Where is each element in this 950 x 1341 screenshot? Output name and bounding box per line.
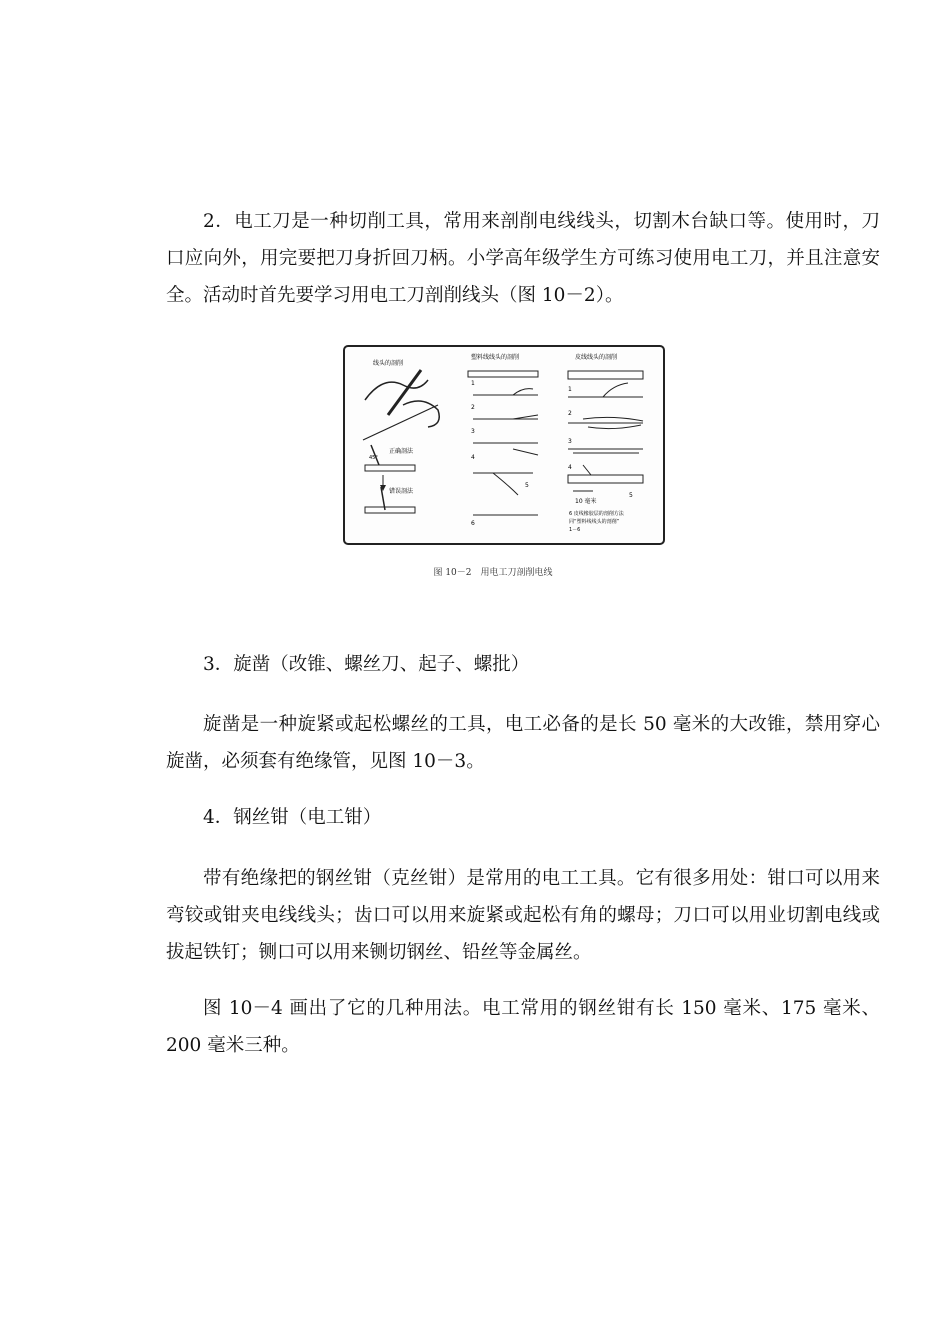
angle-label: 45° — [369, 455, 378, 461]
leather-step-5-label: 5 — [629, 492, 633, 499]
mm-label: 10 毫米 — [575, 498, 597, 505]
step-1-label: 1 — [471, 380, 475, 387]
note-line-3: 1－6 — [569, 527, 581, 533]
paragraph-pliers-uses: 带有绝缘把的钢丝钳（克丝钳）是常用的电工工具。它有很多用处：钳口可以用来弯铰或钳夹电线线头；齿口可以用来旋紧或起松有角的螺母；刀口可以用业切割电线或拔起铁钉；铡口可以用来铡切钢丝、铅丝等金属丝。 — [166, 868, 880, 963]
col3-title: 皮线线头的剖削 — [575, 354, 618, 361]
figure-illustration — [343, 345, 665, 545]
leather-step-2-label: 2 — [568, 410, 572, 417]
step-3-label: 3 — [471, 428, 475, 435]
step-4-label: 4 — [471, 454, 475, 461]
wrong-label: 错误剖法 — [389, 488, 414, 495]
leather-step-1-label: 1 — [568, 386, 572, 393]
col1-title: 线头的剖削 — [373, 360, 404, 367]
figure-caption: 图 10－2 用电工刀剖削电线 — [433, 568, 553, 578]
paragraph-pliers-sizes: 图 10－4 画出了它的几种用法。电工常用的钢丝钳有长 150 毫米、175 毫米、200 毫米三种。 — [166, 998, 880, 1056]
correct-label: 正确剖法 — [389, 448, 414, 455]
figure-wire-stripping — [343, 345, 665, 545]
note-line-1: 6 皮线橡胶层的剖削方法 — [569, 511, 624, 517]
section-heading-pliers: 4．钢丝钳（电工钳） — [203, 807, 382, 828]
note-line-2: 同“塑料线线头的剖削” — [569, 519, 620, 525]
col2-title: 塑料线线头的剖削 — [471, 354, 520, 361]
paragraph-electrician-knife: 2．电工刀是一种切削工具，常用来剖削电线线头，切割木台缺口等。使用时，刀口应向外，用完要把刀身折回刀柄。小学高年级学生方可练习使用电工刀，并且注意安全。活动时首先要学习用电工刀剖削线头（图 10－2）。 — [166, 211, 880, 306]
step-2-label: 2 — [471, 404, 475, 411]
section-heading-screwdriver: 3．旋凿（改锥、螺丝刀、起子、螺批） — [203, 654, 530, 675]
step-5-label: 5 — [525, 482, 529, 489]
leather-step-3-label: 3 — [568, 438, 572, 445]
paragraph-screwdriver: 旋凿是一种旋紧或起松螺丝的工具，电工必备的是长 50 毫米的大改锥，禁用穿心旋凿，必须套有绝缘管，见图 10－3。 — [166, 714, 880, 772]
step-6-label: 6 — [471, 520, 475, 527]
leather-step-4-label: 4 — [568, 464, 572, 471]
